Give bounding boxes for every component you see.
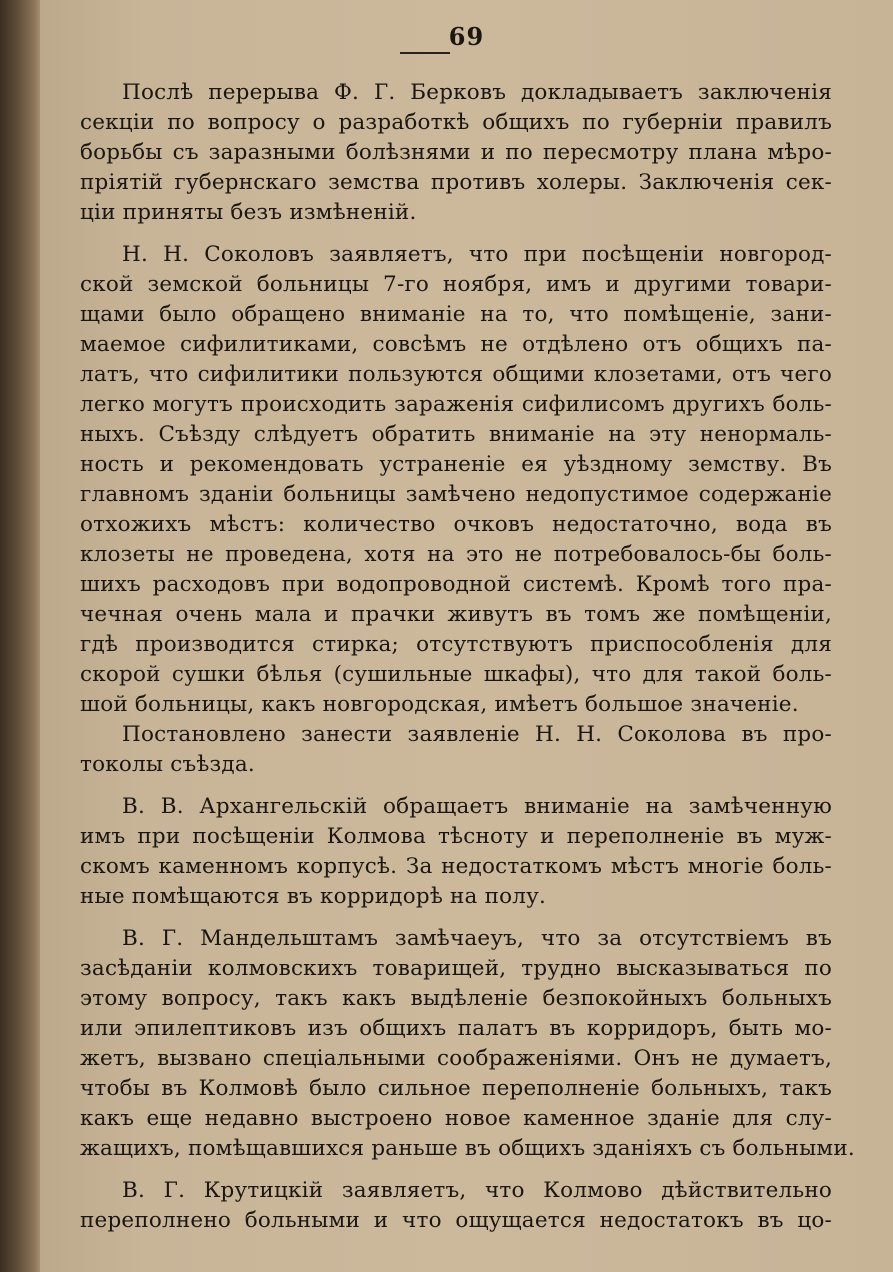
- paragraph: [80, 720, 832, 780]
- text-line: маемое сифилитиками, совсѣмъ не отдѣлено отъ общихъ па-: [80, 332, 832, 357]
- text-line: ціи приняты безъ измѣненій.: [80, 200, 417, 225]
- text-line: засѣданіи колмовскихъ товарищей, трудно высказываться по: [80, 956, 832, 981]
- text-line: токолы съѣзда.: [80, 752, 255, 777]
- text-line: Постановлено занести заявленіе Н. Н. Соколова въ про-: [122, 722, 832, 747]
- text-line: ные помѣщаются въ корридорѣ на полу.: [80, 884, 547, 909]
- text-line: переполнено больными и что ощущается недостатокъ въ цо-: [80, 1208, 832, 1233]
- paragraph-gap: [80, 1164, 832, 1176]
- text-line: ской земской больницы 7-го ноября, имъ и другими товари-: [80, 272, 832, 297]
- text-line: жетъ, вызвано спеціальными соображеніями. Онъ не думаетъ,: [80, 1046, 832, 1071]
- text-line: главномъ зданіи больницы замѣчено недопустимое содержаніе: [80, 482, 832, 507]
- text-line: гдѣ производится стирка; отсутствуютъ приспособленія для: [80, 632, 832, 657]
- text-line: В. Г. Крутицкій заявляетъ, что Колмово дѣйствительно: [122, 1178, 832, 1203]
- paragraph: [80, 924, 855, 1164]
- text-line: какъ еще недавно выстроено новое каменное зданіе для слу-: [80, 1106, 832, 1131]
- text-line: латъ, что сифилитики пользуются общими клозетами, отъ чего: [80, 362, 832, 387]
- paragraph: [80, 78, 832, 228]
- text-line: пріятій губернскаго земства противъ холеры. Заключенія сек-: [80, 170, 832, 195]
- page-body-text: [80, 78, 855, 1236]
- paragraph-gap: [80, 912, 832, 924]
- text-line: шой больницы, какъ новгородская, имѣетъ большое значеніе.: [80, 692, 799, 717]
- text-line: отхожихъ мѣстъ: количество очковъ недостаточно, вода въ: [80, 512, 832, 537]
- text-line: Н. Н. Соколовъ заявляетъ, что при посѣщеніи новгород-: [122, 242, 832, 267]
- book-page: [40, 0, 893, 1272]
- paragraph-gap: [80, 780, 832, 792]
- text-line: чтобы въ Колмовѣ было сильное переполненіе больныхъ, такъ: [80, 1076, 832, 1101]
- text-line: секціи по вопросу о разработкѣ общихъ по губерніи правилъ: [80, 110, 832, 135]
- text-line: щами было обращено вниманіе на то, что помѣщеніе, зани-: [80, 302, 832, 327]
- text-line: шихъ расходовъ при водопроводной системѣ. Кромѣ того пра-: [80, 572, 832, 597]
- book-spine-shadow: [0, 0, 40, 1272]
- text-line: скорой сушки бѣлья (сушильные шкафы), что для такой боль-: [80, 662, 832, 687]
- page-number: 69: [448, 22, 485, 51]
- paragraph: [80, 240, 832, 720]
- paragraph: [80, 1176, 832, 1236]
- text-line: имъ при посѣщеніи Колмова тѣсноту и переполненіе въ муж-: [80, 824, 832, 849]
- text-line: В. В. Архангельскій обращаетъ вниманіе на замѣченную: [122, 794, 832, 819]
- text-line: жащихъ, помѣщавшихся раньше въ общихъ зданіяхъ съ больными.: [80, 1136, 855, 1161]
- text-line: чечная очень мала и прачки живутъ въ томъ же помѣщеніи,: [80, 602, 832, 627]
- text-line: клозеты не проведена, хотя на это не потребовалось-бы боль-: [80, 542, 832, 567]
- text-line: ность и рекомендовать устраненіе ея уѣздному земству. Въ: [80, 452, 832, 477]
- text-line: или эпилептиковъ изъ общихъ палатъ въ корридоръ, быть мо-: [80, 1016, 832, 1041]
- text-line: скомъ каменномъ корпусѣ. За недостаткомъ мѣстъ многіе боль-: [80, 854, 832, 879]
- text-line: легко могутъ происходить зараженія сифилисомъ другихъ боль-: [80, 392, 832, 417]
- text-line: В. Г. Мандельштамъ замѣчаеуъ, что за отсутствіемъ въ: [122, 926, 832, 951]
- paragraph: [80, 792, 832, 912]
- text-line: ныхъ. Съѣзду слѣдуетъ обратить вниманіе на эту ненормаль-: [80, 422, 832, 447]
- page-number-rule: [400, 52, 450, 54]
- paragraph-gap: [80, 228, 832, 240]
- text-line: Послѣ перерыва Ф. Г. Берковъ докладываетъ заключенія: [122, 80, 832, 105]
- text-line: борьбы съ заразными болѣзнями и по пересмотру плана мѣро-: [80, 140, 832, 165]
- text-line: этому вопросу, такъ какъ выдѣленіе безпокойныхъ больныхъ: [80, 986, 832, 1011]
